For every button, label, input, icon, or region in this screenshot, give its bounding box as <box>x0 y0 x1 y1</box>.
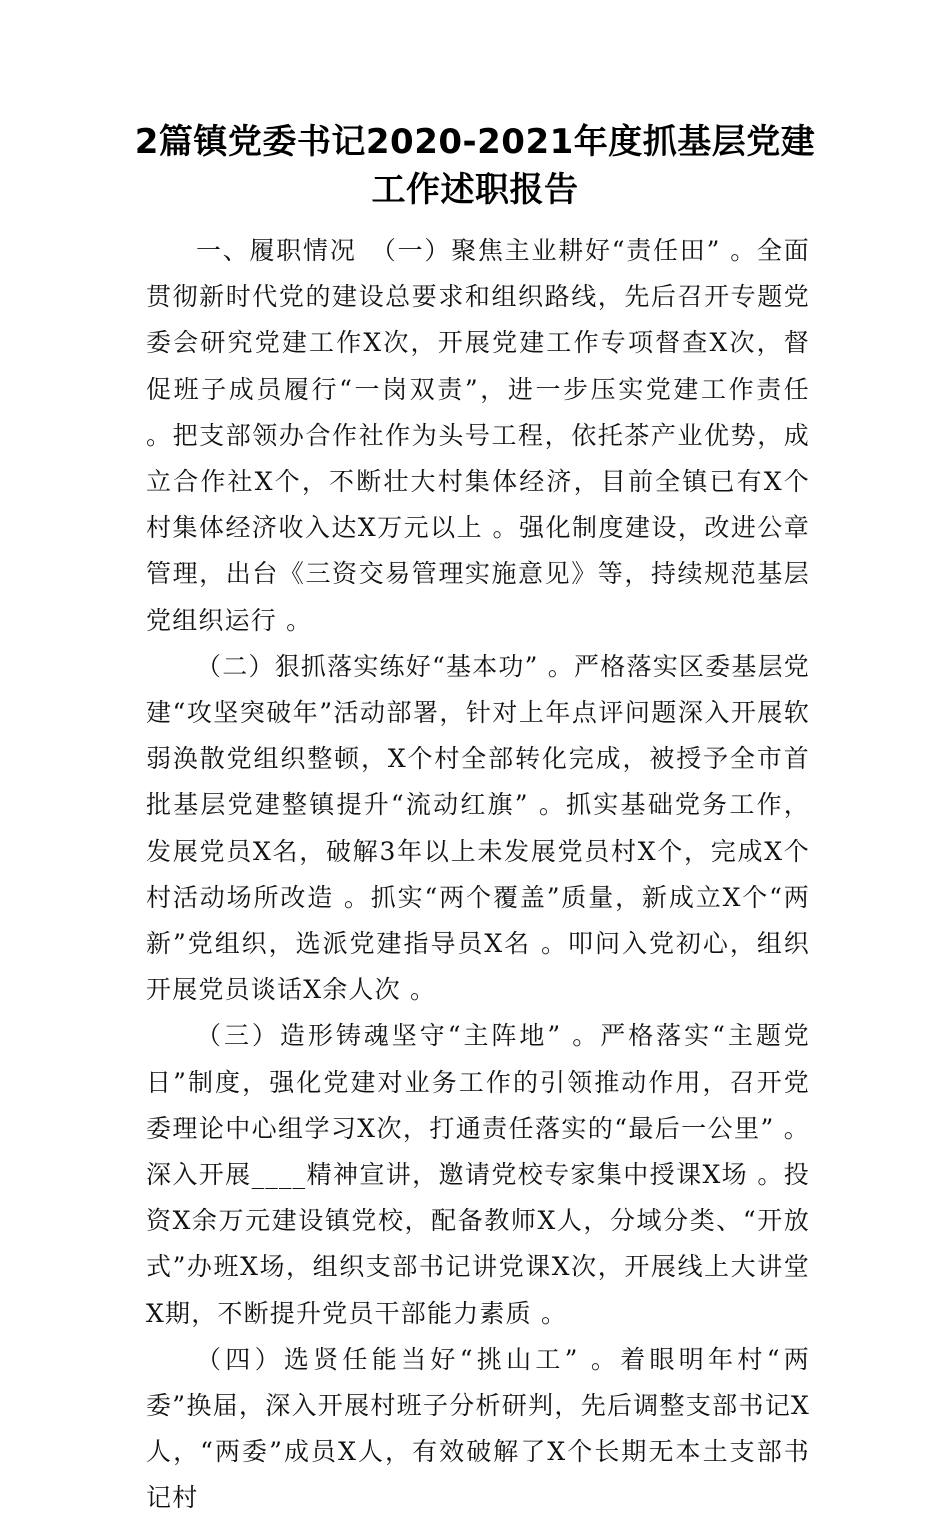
document-body <box>146 228 810 1522</box>
document-title: 2篇镇党委书记2020-2021年度抓基层党建工作述职报告 <box>134 122 816 210</box>
paragraph-1: 一、履职情况 （一）聚焦主业耕好“责任田” 。全面贯彻新时代党的建设总要求和组织路线，先后召开专题党委会研究党建工作X次，开展党建工作专项督查X次，督促班子成员履行“一岗双责”，进一步压实党建工作责任 。把支部领办合作社作为头号工程，依托茶产业优势，成立合作社X个，不断壮大村集体经济，目前全镇已有X个村集体经济收入达X万元以上 。强化制度建设，改进公章管理，出台《三资交易管理实施意见》等，持续规范基层党组织运行 。 <box>146 236 810 635</box>
paragraph-4: （四）选贤任能当好“挑山工” 。着眼明年村“两委”换届，深入开展村班子分析研判，先后调整支部书记X人，“两委”成员X人，有效破解了X个长期无本土支部书记村 <box>146 1344 810 1513</box>
paragraph-2: （二）狠抓落实练好“基本功” 。严格落实区委基层党建“攻坚突破年”活动部署，针对上年点评问题深入开展软弱涣散党组织整顿，X个村全部转化完成，被授予全市首批基层党建整镇提升“流动红旗” 。抓实基础党务工作，发展党员X名，破解3年以上未发展党员村X个，完成X个村活动场所改造 。抓实“两个覆盖”质量，新成立X个“两新”党组织，选派党建指导员X名 。叩问入党初心，组织开展党员谈话X余人次 。 <box>146 651 810 1005</box>
paragraph-3: （三）造形铸魂坚守“主阵地” 。严格落实“主题党日”制度，强化党建对业务工作的引领推动作用，召开党委理论中心组学习X次，打通责任落实的“最后一公里” 。深入开展____精神宣讲，邀请党校专家集中授课X场 。投资X余万元建设镇党校，配备教师X人，分域分类、“开放式”办班X场，组织支部书记讲党课X次，开展线上大讲堂X期，不断提升党员干部能力素质 。 <box>146 1021 810 1328</box>
